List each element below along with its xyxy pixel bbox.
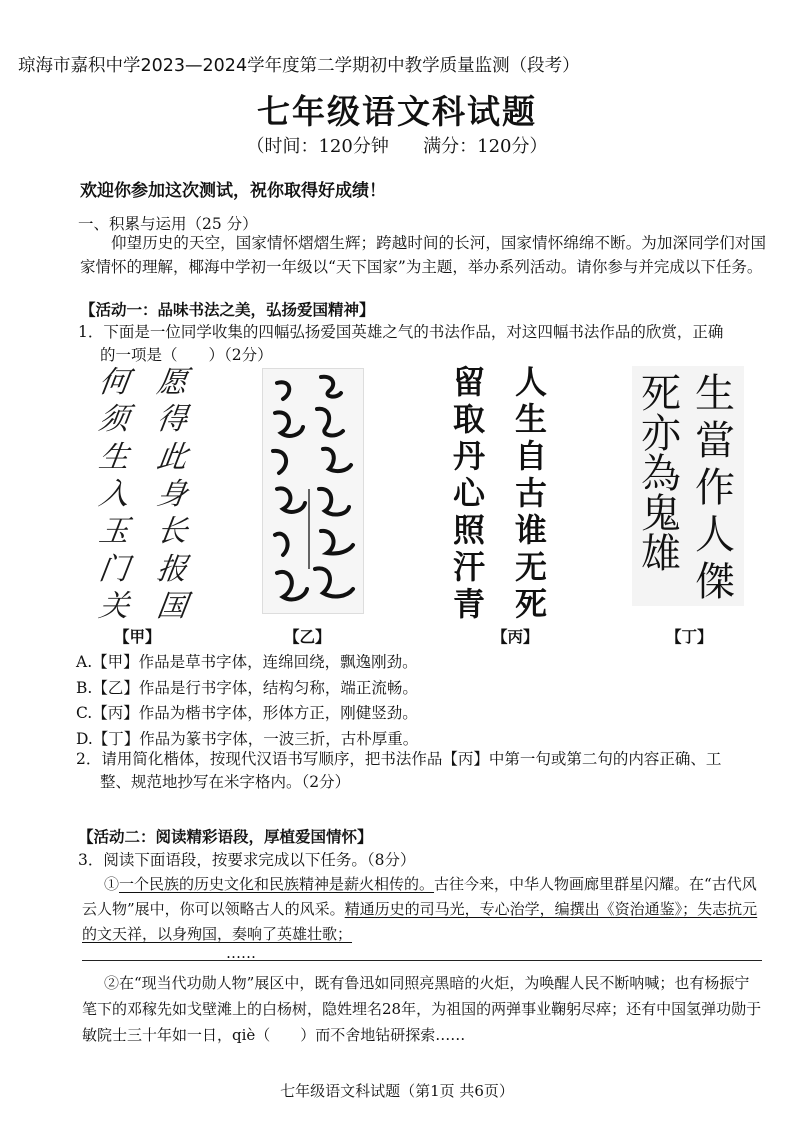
- section-intro: 仰望历史的天空，国家情怀熠熠生辉；跨越时间的长河，国家情怀绵绵不断。为加深同学们对国家情怀的理解，椰海中学初一年级以“天下国家”为主题，举办系列活动。请你参与并完成以下任务。: [80, 234, 766, 276]
- calligraphy-jia-label: 【甲】: [114, 627, 161, 646]
- calligraphy-jia: [90, 365, 200, 624]
- calligraphy-char: 此: [154, 439, 190, 475]
- calligraphy-ding-col-right: [690, 371, 740, 605]
- calligraphy-yi-strokes: [263, 369, 363, 613]
- question-1-line1: 1．下面是一位同学收集的四幅弘扬爱国英雄之气的书法作品，对这四幅书法作品的欣赏，正确: [78, 323, 724, 341]
- option-b[interactable]: B.【乙】作品是行书字体，结构匀称，端正流畅。: [76, 678, 418, 697]
- question-3: 3．阅读下面语段，按要求完成以下任务。（8分）: [78, 851, 416, 869]
- activity1-title: 【活动一：品味书法之美，弘扬爱国精神】: [80, 300, 375, 319]
- calligraphy-char: 生: [695, 371, 735, 417]
- p1-sentence-2: 古往今来，中华人物画廊里群星闪耀。: [434, 875, 690, 893]
- calligraphy-char: 丹: [452, 437, 485, 475]
- calligraphy-jia-col-right: [148, 365, 196, 624]
- calligraphy-ding-label: 【丁】: [666, 627, 713, 646]
- option-a[interactable]: A.【甲】作品是草书字体，连绵回绕，飘逸刚劲。: [76, 653, 418, 671]
- section-heading: 一、积累与运用（25 分）: [78, 215, 258, 233]
- calligraphy-char: 长: [154, 514, 190, 550]
- p1-divider: [82, 960, 762, 961]
- calligraphy-char: 得: [154, 402, 190, 438]
- calligraphy-char: 人: [695, 512, 735, 558]
- calligraphy-char: 愿: [154, 365, 190, 400]
- p1-number: ①: [104, 875, 120, 893]
- calligraphy-char: 為: [641, 451, 681, 497]
- calligraphy-char: 照: [452, 511, 485, 549]
- calligraphy-jia-col-left: [90, 365, 138, 624]
- calligraphy-char: 雄: [641, 531, 681, 577]
- calligraphy-char: 入: [96, 476, 132, 512]
- exam-title: 七年级语文科试题: [257, 92, 537, 131]
- calligraphy-char: 心: [452, 474, 485, 512]
- calligraphy-char: 亦: [641, 411, 681, 457]
- question-2-line1: 2．请用简化楷体，按现代汉语书写顺序，把书法作品【丙】中第一句或第二句的内容正确、工: [76, 750, 722, 768]
- activity2-title: 【活动二：阅读精彩语段，厚植爱国情怀】: [78, 827, 373, 846]
- calligraphy-bing-col-left: [444, 363, 494, 623]
- calligraphy-bing: [444, 363, 560, 623]
- calligraphy-char: 无: [514, 548, 547, 586]
- calligraphy-char: 生: [96, 439, 132, 475]
- calligraphy-char: 生: [514, 400, 547, 438]
- p1-ellipsis: ……: [226, 944, 256, 962]
- calligraphy-char: 留: [452, 363, 485, 401]
- calligraphy-char: 身: [154, 476, 190, 512]
- question-1: [78, 321, 768, 367]
- calligraphy-char: 取: [452, 400, 485, 438]
- calligraphy-ding-col-left: [636, 371, 686, 577]
- calligraphy-char: 古: [514, 474, 547, 512]
- welcome-message: 欢迎你参加这次测试，祝你取得好成绩！: [80, 181, 386, 201]
- calligraphy-char: 报: [154, 551, 190, 587]
- calligraphy-char: 国: [154, 588, 190, 624]
- calligraphy-char: 作: [695, 465, 735, 511]
- calligraphy-char: 青: [452, 585, 485, 623]
- calligraphy-yi: [262, 368, 364, 614]
- calligraphy-char: 谁: [514, 511, 547, 549]
- calligraphy-char: 死: [641, 371, 681, 417]
- calligraphy-yi-label: 【乙】: [284, 627, 331, 646]
- exam-meta: （时间：120分钟 满分：120分）: [246, 136, 548, 157]
- calligraphy-char: 须: [96, 402, 132, 438]
- calligraphy-char: 傑: [695, 559, 735, 605]
- question-2: [76, 748, 768, 794]
- exam-header: 琼海市嘉积中学2023—2024学年度第二学期初中教学质量监测（段考）: [18, 56, 580, 76]
- calligraphy-char: 當: [695, 418, 735, 464]
- calligraphy-char: 汗: [452, 548, 485, 586]
- calligraphy-bing-label: 【丙】: [492, 627, 539, 646]
- calligraphy-char: 自: [514, 437, 547, 475]
- question-2-line2: 整、规范地抄写在米字格内。（2分）: [100, 773, 351, 791]
- passage-paragraph-2: ②在“现当代功勋人物”展区中，既有鲁迅如同照亮黑暗的火炬，为唤醒人民不断呐喊；也有杨振宁笔下的邓稼先如戈壁滩上的白杨树，隐姓埋名28年，为祖国的两弹事业鞠躬尽瘁；还有中国氢弹功勋于敏院士三十年如一日，qiè（ ）而不舍地钻研探索……: [82, 974, 762, 1044]
- p1-sentence-4: 精通历史的司马光，专心治学，编撰出《资治通鉴》；失志抗元的文天祥，以身殉国，奏响了英雄壮歌；: [82, 900, 758, 943]
- p1-sentence-3: 在“古代风云人物”展中，你可以领略古人的风采。: [82, 875, 757, 918]
- calligraphy-char: 玉: [96, 514, 132, 550]
- calligraphy-char: 关: [96, 588, 132, 624]
- option-d[interactable]: D.【丁】作品为篆书字体，一波三折，古朴厚重。: [76, 729, 419, 748]
- p1-sentence-1: 一个民族的历史文化和民族精神是薪火相传的。: [119, 875, 435, 893]
- calligraphy-ding: [632, 366, 744, 606]
- calligraphy-char: 鬼: [641, 491, 681, 537]
- option-c[interactable]: C.【丙】作品为楷书字体，形体方正，刚健竖劲。: [76, 704, 418, 723]
- page-footer: 七年级语文科试题（第1页 共6页）: [280, 1082, 514, 1100]
- passage-paragraph-1: [82, 872, 762, 947]
- calligraphy-bing-col-right: [506, 363, 556, 623]
- calligraphy-char: 人: [514, 363, 547, 401]
- calligraphy-char: 死: [514, 585, 547, 623]
- question-1-line2: 的一项是（ ）（2分）: [100, 346, 273, 364]
- calligraphy-char: 何: [96, 365, 132, 400]
- q1-options: [76, 650, 418, 752]
- calligraphy-char: 门: [96, 551, 132, 587]
